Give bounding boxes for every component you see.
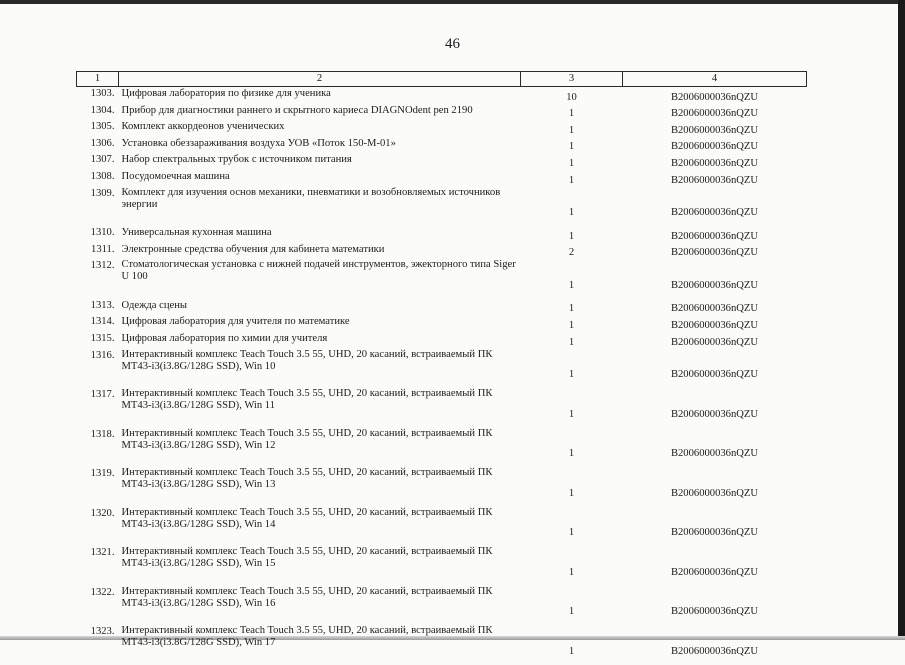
item-code: B2006000036nQZU: [670, 487, 759, 499]
item-name: Цифровая лаборатория по физике для ученика: [121, 88, 331, 99]
item-quantity: 10: [566, 91, 577, 103]
row-number: 1303.: [90, 88, 115, 99]
row-number: 1313.: [90, 299, 115, 311]
item-code: B2006000036nQZU: [670, 408, 759, 420]
item-quantity: 1: [568, 108, 575, 120]
item-name: Посудомоечная машина: [121, 170, 230, 182]
table-row: [77, 507, 807, 547]
item-code: B2006000036nQZU: [670, 230, 759, 242]
row-number: 1306.: [90, 137, 115, 149]
row-number: 1323.: [90, 626, 115, 638]
item-name: Цифровая лаборатория по химии для учителя: [121, 332, 328, 344]
row-number: 1322.: [90, 586, 115, 598]
item-code: B2006000036nQZU: [670, 141, 759, 153]
table-row: [77, 388, 807, 428]
table-header: [77, 72, 807, 87]
row-number: 1305.: [90, 121, 115, 133]
item-quantity: 1: [568, 645, 575, 657]
item-code: B2006000036nQZU: [670, 279, 759, 291]
item-code: B2006000036nQZU: [670, 174, 759, 186]
table-row: [77, 467, 807, 507]
table-row: [77, 332, 807, 349]
table-body: [77, 87, 807, 665]
row-number: 1312.: [90, 260, 115, 272]
table-row: [77, 428, 807, 468]
table-row: [77, 226, 807, 243]
item-name: Электронные средства обучения для кабинета математики: [121, 243, 385, 255]
item-quantity: 1: [568, 487, 575, 499]
item-code: B2006000036nQZU: [670, 527, 759, 539]
table-row: [77, 153, 807, 170]
item-name: Набор спектральных трубок с источником питания: [121, 154, 352, 166]
item-code: B2006000036nQZU: [670, 645, 759, 657]
table-row: [77, 586, 807, 626]
item-quantity: 1: [568, 319, 575, 331]
header-col-3: 3: [521, 72, 623, 87]
scan-edge-top: [0, 0, 905, 4]
item-name: Установка обеззараживания воздуха УОВ «Поток 150-М-01»: [121, 137, 396, 149]
row-number: 1311.: [91, 243, 115, 255]
item-quantity: 1: [568, 124, 575, 136]
item-name: Комплект аккордеонов ученических: [121, 121, 285, 133]
item-name: Интерактивный комплекс Teach Touch 3.5 55, UHD, 20 касаний, встраиваемый ПК MT43-i3(i3.8G/128G SSD), Win 14: [121, 506, 493, 530]
item-code: B2006000036nQZU: [670, 448, 759, 460]
row-number: 1307.: [90, 154, 115, 166]
item-code: B2006000036nQZU: [670, 566, 759, 578]
item-code: B2006000036nQZU: [670, 606, 759, 618]
item-code: B2006000036nQZU: [670, 207, 759, 219]
item-quantity: 1: [568, 157, 575, 169]
row-number: 1309.: [90, 187, 115, 199]
item-quantity: 1: [568, 336, 575, 348]
row-number: 1314.: [90, 316, 115, 328]
item-quantity: 1: [568, 606, 575, 618]
item-name: Интерактивный комплекс Teach Touch 3.5 55, UHD, 20 касаний, встраиваемый ПК MT43-i3(i3.8G/128G SSD), Win 16: [121, 585, 493, 609]
item-quantity: 2: [568, 247, 575, 259]
table-row: [77, 546, 807, 586]
header-col-1: 1: [77, 72, 119, 87]
item-quantity: 1: [568, 230, 575, 242]
table-row: [77, 104, 807, 121]
table-row: [77, 299, 807, 316]
row-number: 1319.: [90, 468, 115, 480]
item-quantity: 1: [568, 141, 575, 153]
item-name: Цифровая лаборатория для учителя по математике: [121, 316, 350, 328]
item-quantity: 1: [568, 207, 575, 219]
header-col-2: 2: [119, 72, 521, 87]
item-quantity: 1: [568, 527, 575, 539]
item-code: B2006000036nQZU: [670, 247, 759, 259]
item-code: B2006000036nQZU: [670, 336, 759, 348]
item-code: B2006000036nQZU: [670, 124, 759, 136]
item-name: Стоматологическая установка с нижней подачей инструментов, эжекторного типа Siger U 100: [121, 259, 516, 283]
scan-edge-right: [898, 0, 905, 640]
table-row: [77, 349, 807, 389]
row-number: 1310.: [90, 227, 115, 239]
row-number: 1304.: [90, 104, 115, 116]
header-col-4: 4: [623, 72, 807, 87]
row-number: 1318.: [90, 428, 115, 440]
table-row: [77, 120, 807, 137]
item-quantity: 1: [568, 566, 575, 578]
row-number: 1308.: [90, 170, 115, 182]
row-number: 1315.: [90, 332, 115, 344]
item-quantity: 1: [568, 279, 575, 291]
item-name: Интерактивный комплекс Teach Touch 3.5 55, UHD, 20 касаний, встраиваемый ПК MT43-i3(i3.8G/128G SSD), Win 10: [121, 348, 493, 372]
header-row: [77, 72, 807, 87]
table-row: [77, 137, 807, 154]
table-row: [77, 315, 807, 332]
table-row: [77, 170, 807, 187]
item-code: B2006000036nQZU: [670, 108, 759, 120]
item-name: Интерактивный комплекс Teach Touch 3.5 55, UHD, 20 касаний, встраиваемый ПК MT43-i3(i3.8G/128G SSD), Win 12: [121, 427, 493, 451]
item-quantity: 1: [568, 303, 575, 315]
table-row: [77, 87, 807, 104]
equipment-table: [76, 71, 807, 665]
page-number: 46: [445, 36, 460, 52]
item-code: B2006000036nQZU: [670, 91, 759, 103]
item-name: Универсальная кухонная машина: [121, 227, 272, 239]
item-name: Интерактивный комплекс Teach Touch 3.5 55, UHD, 20 касаний, встраиваемый ПК MT43-i3(i3.8G/128G SSD), Win 17: [121, 625, 493, 649]
item-quantity: 1: [568, 408, 575, 420]
row-number: 1321.: [90, 547, 115, 559]
row-number: 1317.: [90, 389, 115, 401]
item-code: B2006000036nQZU: [670, 369, 759, 381]
item-code: B2006000036nQZU: [670, 319, 759, 331]
item-name: Интерактивный комплекс Teach Touch 3.5 55, UHD, 20 касаний, встраиваемый ПК MT43-i3(i3.8G/128G SSD), Win 15: [121, 546, 493, 570]
item-quantity: 1: [568, 174, 575, 186]
table-row: [77, 243, 807, 260]
item-code: B2006000036nQZU: [670, 157, 759, 169]
item-name: Интерактивный комплекс Teach Touch 3.5 55, UHD, 20 касаний, встраиваемый ПК MT43-i3(i3.8G/128G SSD), Win 13: [121, 467, 493, 491]
item-name: Интерактивный комплекс Teach Touch 3.5 55, UHD, 20 касаний, встраиваемый ПК MT43-i3(i3.8G/128G SSD), Win 11: [121, 388, 493, 412]
item-name: Прибор для диагностики раннего и скрытного кариеса DIAGNOdent pen 2190: [121, 104, 473, 116]
row-number: 1316.: [90, 349, 115, 361]
table-row: [77, 625, 807, 665]
item-quantity: 1: [568, 369, 575, 381]
table-row: [77, 187, 807, 227]
row-number: 1320.: [90, 507, 115, 519]
table-row: [77, 259, 807, 299]
item-name: Одежда сцены: [121, 299, 188, 311]
item-name: Комплект для изучения основ механики, пневматики и возобновляемых источников энергии: [121, 186, 501, 210]
item-quantity: 1: [568, 448, 575, 460]
item-code: B2006000036nQZU: [670, 303, 759, 315]
